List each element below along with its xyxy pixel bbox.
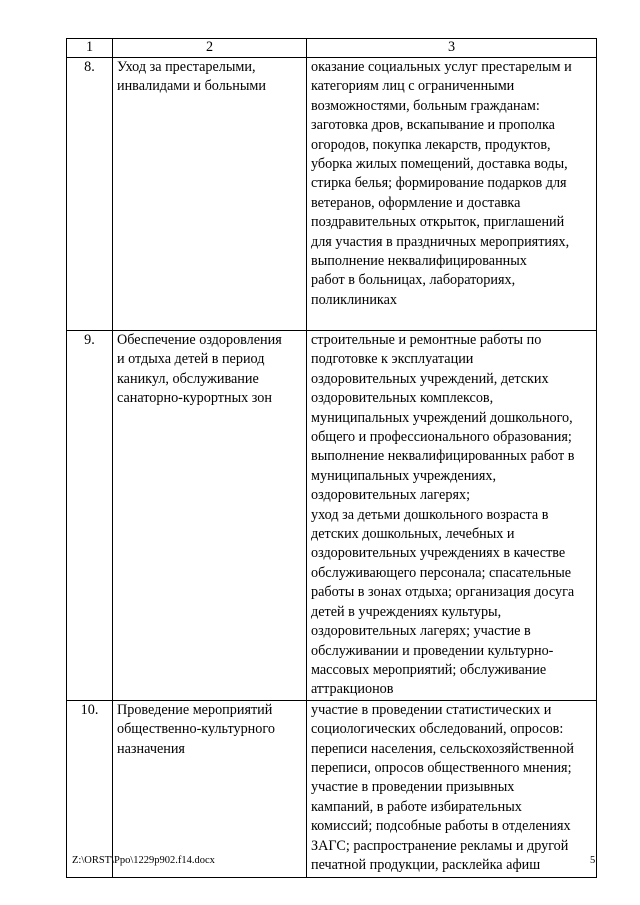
work-line: кампаний, в работе избирательных [311,798,522,815]
column-header-1: 1 [67,39,113,58]
activity-cell [113,58,307,331]
work-line: поликлиниках [311,291,397,308]
work-line: возможностями, больным гражданам: [311,97,540,114]
activity-line: Обеспечение оздоровления [117,332,282,348]
work-line: выполнение неквалифицированных работ в [311,448,575,465]
work-line: ветеранов, оформление и доставка [311,194,521,211]
work-line: оздоровительных лагерях; участие в [311,623,531,640]
work-line: уход за детьми дошкольного возраста в [311,506,549,523]
work-line: обслуживании и проведении культурно- [311,642,554,659]
work-line: переписи, опросов общественного мнения; [311,759,572,776]
work-line: категориям лиц с ограниченными [311,78,515,95]
footer-page-number: 5 [590,855,596,866]
table-row-10 [67,700,597,877]
work-line: участие в проведении статистических и [311,701,552,718]
work-line: выполнение неквалифицированных [311,253,527,270]
activity-line: и отдыха детей в период [117,351,265,368]
work-line: оздоровительных лагерях; [311,487,471,504]
activity-line: каникул, обслуживание [117,370,259,387]
work-line: ЗАГС; распространение рекламы и другой [311,837,569,854]
footer-file-path: Z:\ORST\Ppo\1229p902.f14.docx [72,855,215,866]
row-number: 10. [67,700,113,877]
work-line: строительные и ремонтные работы по [311,332,542,348]
work-line: для участия в праздничных мероприятиях, [311,233,570,250]
activity-cell [113,700,307,877]
work-line: детей в учреждениях культуры, [311,603,502,620]
work-line: работы в зонах отдыха; организация досуга [311,584,575,601]
table-row-9 [67,331,597,701]
table-row-8 [67,58,597,331]
work-line: детских дошкольных, лечебных и [311,526,515,543]
work-line: обслуживающего персонала; спасательные [311,564,572,581]
work-line: оздоровительных учреждениях в качестве [311,545,566,562]
work-line: подготовке к эксплуатации [311,351,474,368]
work-cell [307,331,597,701]
work-line: переписи населения, сельскохозяйственной [311,740,574,757]
row-number: 9. [67,331,113,701]
work-line: оздоровительных учреждений, детских [311,370,549,387]
row-number: 8. [67,58,113,331]
work-line: уборка жилых помещений, доставка воды, [311,156,568,173]
activity-line: Проведение мероприятий [117,701,273,718]
work-line: поздравительных открыток, приглашений [311,214,565,231]
work-line: аттракционов [311,681,394,698]
activity-line: назначения [117,740,185,757]
work-line: социологических обследований, опросов: [311,721,564,738]
column-header-3: 3 [307,39,597,58]
work-line: оздоровительных комплексов, [311,390,494,407]
work-line: общего и профессионального образования; [311,429,572,446]
work-cell [307,58,597,331]
activities-table [66,38,597,878]
work-line: муниципальных учреждений дошкольного, [311,409,573,426]
activity-line: Уход за престарелыми, [117,59,256,75]
work-line: муниципальных учреждениях, [311,467,497,484]
work-line: работ в больницах, лабораториях, [311,272,516,289]
work-line: печатной продукции, расклейка афиш [311,856,541,873]
work-line: огородов, покупка лекарств, продуктов, [311,136,551,153]
column-header-2: 2 [113,39,307,58]
work-line: оказание социальных услуг престарелым и [311,59,572,75]
activity-line: санаторно-курортных зон [117,390,272,407]
work-line: комиссий; подсобные работы в отделениях [311,818,571,835]
activity-line: инвалидами и больными [117,78,266,95]
work-cell [307,700,597,877]
work-line: участие в проведении призывных [311,779,515,796]
table-header-row [67,39,597,58]
work-line: заготовка дров, вскапывание и прополка [311,117,555,134]
activity-cell [113,331,307,701]
work-line: стирка белья; формирование подарков для [311,175,567,192]
work-line: массовых мероприятий; обслуживание [311,661,547,678]
activity-line: общественно-культурного [117,721,275,738]
